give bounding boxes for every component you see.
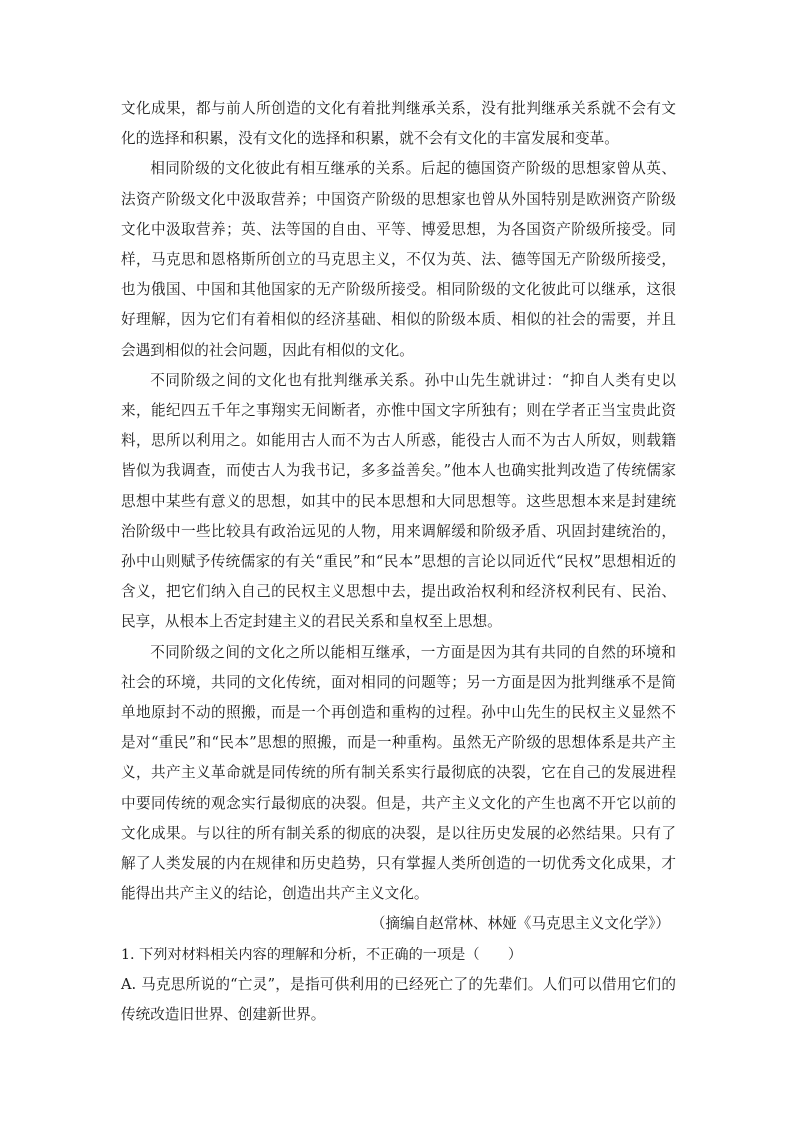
option-a: A. 马克思所说的“亡灵”，是指可供利用的已经死亡了的先辈们。人们可以借用它们的传统改造旧世界、创建新世界。 xyxy=(121,975,676,1024)
question-stem: 1. 下列对材料相关内容的理解和分析，不正确的一项是（ ） xyxy=(121,946,523,963)
source-citation: （摘编自赵常林、林娅《马克思主义文化学》） xyxy=(370,915,670,933)
paragraph-inheritance-reasons: 不同阶级之间的文化之所以能相互继承，一方面是因为其有共同的自然的环境和社会的环境，共同的文化传统，面对相同的问题等；另一方面是因为批判继承不是简单地原封不动的照搬，而是一个再创造和重构的过程。孙中山先生的民权主义显然不是对“重民”和“民本”思想的照搬，而是一种重构。虽然无产阶级的思想体系是共产主义，共产主义革命就是同传统的所有制关系实行最彻底的决裂，它在自己的发展进程中要同传统的观念实行最彻底的决裂。但是，共产主义文化的产生也离不开它以前的文化成果。与以往的所有制关系的彻底的决裂，是以往历史发展的必然结果。只有了解了人类发展的内在规律和历史趋势，只有掌握人类所创造的一切优秀文化成果，才能得出共产主义的结论，创造出共产主义文化。 xyxy=(121,643,676,903)
paragraph-same-class-inheritance: 相同阶级的文化彼此有相互继承的关系。后起的德国资产阶级的思想家曾从英、法资产阶级文化中汲取营养；中国资产阶级的思想家也曾从外国特别是欧洲资产阶级文化中汲取营养；英、法等国的自由、平等、博爱思想，为各国资产阶级所接受。同样，马克思和恩格斯所创立的马克思主义，不仅为英、法、德等国无产阶级所接受，也为俄国、中国和其他国家的无产阶级所接受。相同阶级的文化彼此可以继承，这很好理解，因为它们有着相似的经济基础、相似的阶级本质、相似的社会的需要，并且会遇到相似的社会问题，因此有相似的文化。 xyxy=(121,160,676,359)
paragraph-cross-class-inheritance: 不同阶级之间的文化也有批判继承关系。孙中山先生就讲过：“抑自人类有史以来，能纪四五千年之事翔实无间断者，亦惟中国文字所独有；则在学者正当宝贵此资料，思所以利用之。如能用古人而不为古人所惑，能役古人而不为古人所奴，则载籍皆似为我调查，而使古人为我书记，多多益善矣。”他本人也确实批判改造了传统儒家思想中某些有意义的思想，如其中的民本思想和大同思想等。这些思想本来是封建统治阶级中一些比较具有政治远见的人物，用来调解缓和阶级矛盾、巩固封建统治的，孙中山则赋予传统儒家的有关“重民”和“民本”思想的言论以同近代“民权”思想相近的含义，把它们纳入自己的民权主义思想中去，提出政治权利和经济权利民有、民治、民享，从根本上否定封建主义的君民关系和皇权至上思想。 xyxy=(121,371,676,631)
paragraph-continuation: 文化成果，都与前人所创造的文化有着批判继承关系，没有批判继承关系就不会有文化的选择和积累，没有文化的选择和积累，就不会有文化的丰富发展和变革。 xyxy=(121,100,676,148)
document-body xyxy=(121,94,676,1030)
